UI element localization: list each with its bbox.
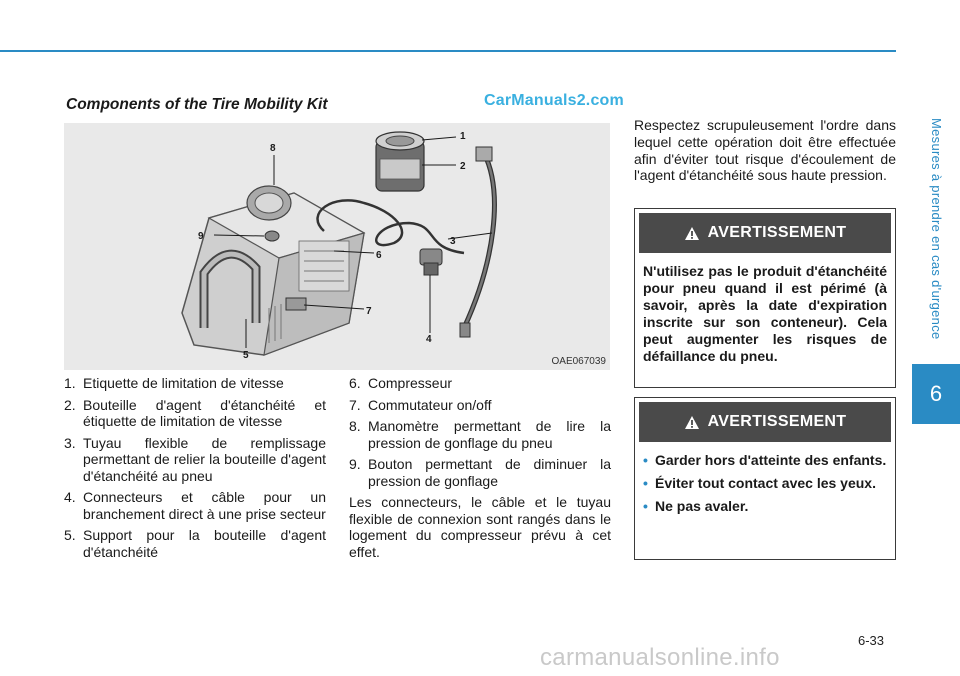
watermark-bottom: carmanualsonline.info: [540, 644, 780, 671]
callout-6: 6: [376, 250, 382, 261]
warning-triangle-icon: [684, 226, 700, 241]
warning-text: N'utilisez pas le produit d'étanchéité pour pneu quand il est périmé (à savoir, après la date d'expiration inscrite sur son conteneur). Cela peut augmenter les risques de défaillance du pneu.: [643, 263, 887, 364]
list-item: 9. Bouton permettant de diminuer la pression de gonflage: [349, 456, 611, 489]
list-item: 2. Bouteille d'agent d'étanchéité et étiquette de limitation de vitesse: [64, 396, 326, 429]
bullet-icon: •: [643, 475, 648, 491]
warning-header: [639, 402, 891, 442]
page-number: 6-33: [858, 633, 885, 648]
bullet-icon: •: [643, 498, 648, 514]
list-item: • Garder hors d'atteinte des enfants.: [643, 452, 887, 468]
watermark-top: CarManuals2.com: [484, 92, 624, 109]
warning-box-expired-sealant: [634, 208, 896, 388]
list-item: 1. Etiquette de limitation de vitesse: [64, 375, 284, 391]
bullet-icon: •: [643, 452, 648, 468]
warning-box-safety: [634, 397, 896, 560]
list-item: 7. Commutateur on/off: [349, 396, 492, 413]
callout-7: 7: [366, 306, 372, 317]
top-rule: [0, 50, 896, 52]
warning-header: [639, 213, 891, 253]
callout-1: 1: [460, 131, 466, 142]
power-plug-illustration: [420, 249, 442, 275]
compressor-illustration: [182, 186, 364, 355]
kit-illustration: [64, 123, 610, 370]
callout-4: 4: [426, 334, 432, 345]
warning-title: AVERTISSEMENT: [707, 224, 847, 241]
callout-9: 9: [198, 231, 204, 242]
list-item: 8. Manomètre permettant de lire la pression de gonflage du pneu: [349, 418, 611, 451]
callout-8: 8: [270, 143, 276, 154]
warning-triangle-icon: [684, 415, 700, 430]
callout-5: 5: [243, 350, 249, 361]
warning-bullets: [635, 442, 895, 531]
filling-hose-illustration: [464, 153, 494, 328]
chapter-tab: 6: [912, 364, 960, 424]
chapter-side-label: Mesures à prendre en cas d'urgence: [929, 118, 944, 340]
intro-paragraph: Respectez scrupuleusement l'ordre dans lequel cette opération doit être effectuée afin d'éviter tout risque d'écoulement de l'agent d'étanchéité sous haute pression.: [634, 117, 896, 184]
section-title: Components of the Tire Mobility Kit: [66, 96, 328, 113]
list-item: • Éviter tout contact avec les yeux.: [643, 475, 876, 491]
sealant-bottle-illustration: [376, 132, 424, 191]
warning-title: AVERTISSEMENT: [707, 413, 847, 430]
components-list-col1: [64, 375, 326, 565]
list-item: 6. Compresseur: [349, 375, 453, 391]
list-item: 4. Connecteurs et câble pour un branchement direct à une prise secteur: [64, 489, 326, 522]
list-item: • Ne pas avaler.: [643, 498, 749, 514]
callout-2: 2: [460, 161, 466, 172]
components-list-col2: [349, 375, 611, 560]
list-item: 3. Tuyau flexible de remplissage permettant de relier la bouteille d'agent d'étanchéité au pneu: [64, 434, 326, 484]
figure-code: OAE067039: [551, 356, 606, 367]
callout-3: 3: [450, 236, 456, 247]
tire-mobility-kit-figure: [64, 123, 610, 370]
storage-note: Les connecteurs, le câble et le tuyau flexible de connexion sont rangés dans le logement du compresseur prévu à cet effet.: [349, 494, 611, 560]
list-item: 5. Support pour la bouteille d'agent d'étanchéité: [64, 527, 326, 560]
